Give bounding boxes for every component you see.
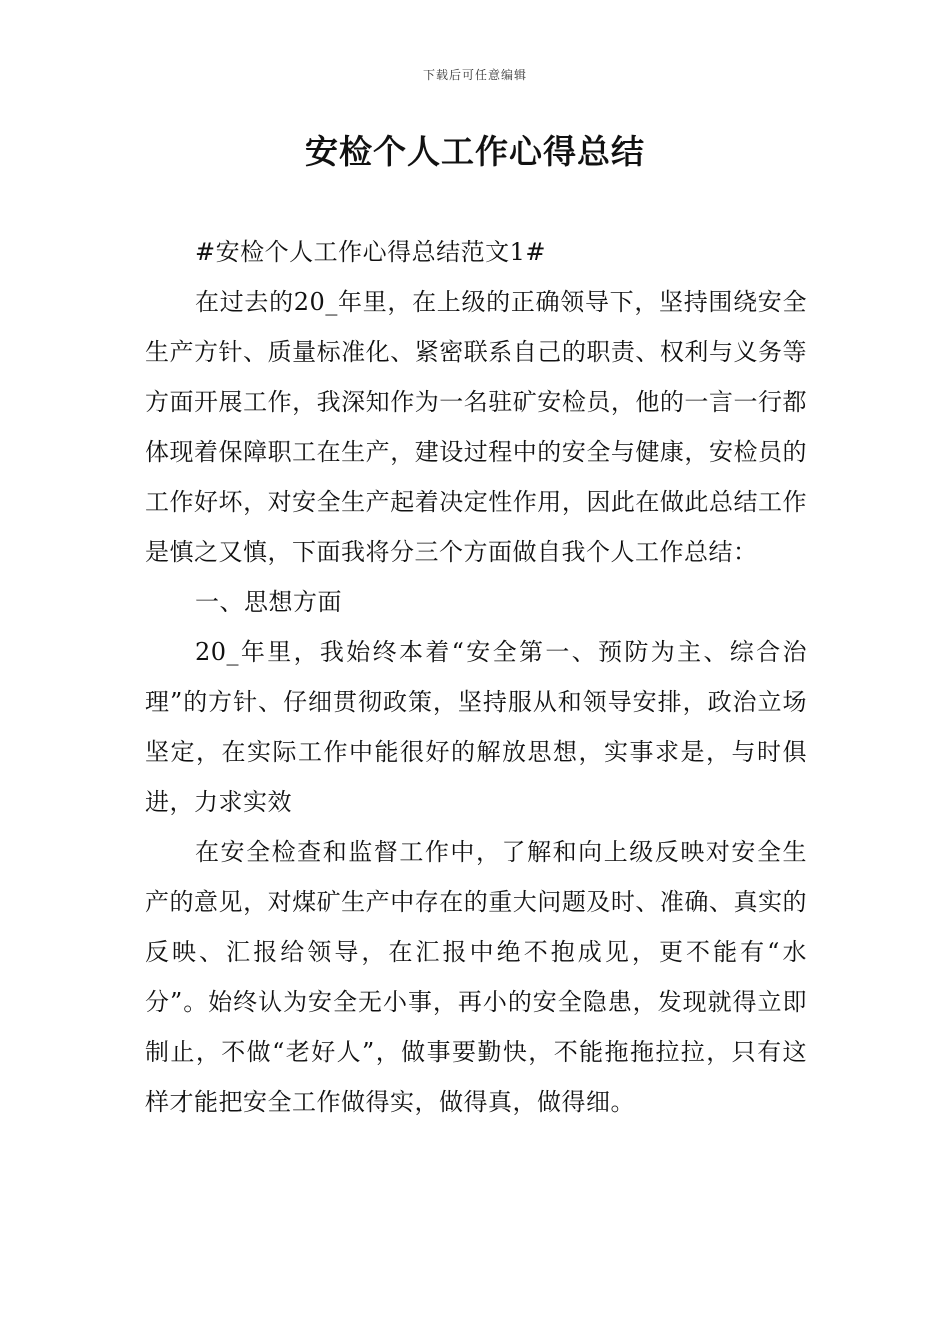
document-body — [145, 227, 807, 1127]
paragraph-intro: 在过去的20_年里，在上级的正确领导下，坚持围绕安全生产方针、质量标准化、紧密联系自己的职责、权利与义务等方面开展工作，我深知作为一名驻矿安检员，他的一言一行都体现着保障职工在生产，建设过程中的安全与健康，安检员的工作好坏，对安全生产起着决定性作用，因此在做此总结工作是慎之又慎，下面我将分三个方面做自我个人工作总结： — [145, 288, 807, 566]
section-heading-sample: #安检个人工作心得总结范文1# — [195, 238, 546, 266]
paragraph-inspection: 在安全检查和监督工作中，了解和向上级反映对安全生产的意见，对煤矿生产中存在的重大问题及时、准确、真实的反映、汇报给领导，在汇报中绝不抱成见，更不能有“水分”。始终认为安全无小事，再小的安全隐患，发现就得立即制止，不做“老好人”，做事要勤快，不能拖拖拉拉，只有这样才能把安全工作做得实，做得真，做得细。 — [145, 838, 807, 1116]
section-heading-thought: 一、思想方面 — [195, 588, 342, 616]
header-note: 下载后可任意编辑 — [422, 68, 527, 82]
paragraph-thought: 20_年里，我始终本着“安全第一、预防为主、综合治理”的方针、仔细贯彻政策，坚持服从和领导安排，政治立场坚定，在实际工作中能很好的解放思想，实事求是，与时俱进，力求实效 — [145, 638, 807, 816]
page-title: 安检个人工作心得总结 — [305, 132, 645, 171]
